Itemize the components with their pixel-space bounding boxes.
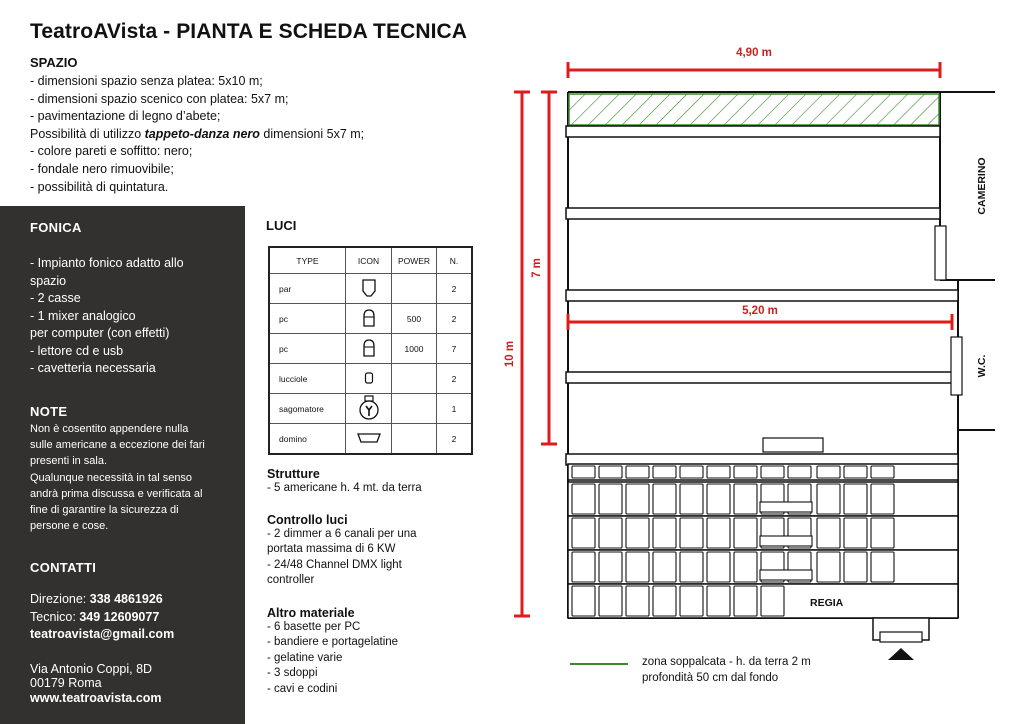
strutture-line: - 5 americane h. 4 mt. da terra xyxy=(267,482,422,494)
tappeto-emphasis: tappeto-danza nero xyxy=(144,126,260,141)
entrance-arrow-icon xyxy=(888,648,914,660)
note-line: Qualunque necessità in tal senso xyxy=(30,471,193,484)
altro-heading: Altro materiale xyxy=(267,606,355,620)
altro-line: - 3 sdoppi xyxy=(267,667,318,680)
note-line: presenti in sala. xyxy=(30,455,108,468)
fonica-item: - Impianto fonico adatto allo xyxy=(30,256,184,270)
americana-bar xyxy=(566,208,940,219)
note-heading: NOTE xyxy=(30,404,68,419)
spazio-line: - colore pareti e soffitto: nero; xyxy=(30,144,193,159)
camerino-door xyxy=(935,226,946,280)
tecnico-phone[interactable]: 349 12609077 xyxy=(79,609,160,624)
tecnico-label: Tecnico: xyxy=(30,609,80,624)
fonica-item: - 1 mixer analogico xyxy=(30,308,136,323)
seat xyxy=(572,552,595,582)
seat xyxy=(734,466,757,478)
seat xyxy=(844,552,867,582)
seat xyxy=(572,586,595,616)
legend-line-2: profondità 50 cm dal fondo xyxy=(642,671,779,684)
wc-label: W.C. xyxy=(976,354,988,378)
controllo-line: - 24/48 Channel DMX light xyxy=(267,558,402,571)
seat xyxy=(761,586,784,616)
luci-heading: LUCI xyxy=(266,218,297,233)
spazio-line: - dimensioni spazio senza platea: 5x10 m; xyxy=(30,74,263,88)
col-n: N. xyxy=(437,247,473,274)
width-label: 4,90 m xyxy=(736,47,772,59)
seat xyxy=(844,518,867,548)
americane xyxy=(566,126,958,465)
depth10-label: 10 m xyxy=(504,340,516,368)
fonica-item: - 2 casse xyxy=(30,291,81,305)
controllo-line: controller xyxy=(267,574,315,587)
seat xyxy=(734,552,757,582)
seat xyxy=(599,518,622,548)
contatti-heading: CONTATTI xyxy=(30,560,97,575)
aisle-step xyxy=(760,502,812,512)
direzione-phone[interactable]: 338 4861926 xyxy=(89,592,163,606)
seat xyxy=(871,466,894,478)
depth7-label: 7 m xyxy=(531,258,543,278)
seat xyxy=(788,466,811,478)
seat xyxy=(653,466,676,478)
note-line: andrà prima discussa e verificata al xyxy=(30,487,203,500)
inner-width-label: 5,20 m xyxy=(742,305,778,317)
soppalco-zone xyxy=(569,94,939,125)
tappeto-post: dimensioni 5x7 m; xyxy=(259,126,365,141)
strutture-heading: Strutture xyxy=(267,467,320,481)
seat xyxy=(680,518,703,548)
spazio-line: - pavimentazione di legno d’abete; xyxy=(30,109,221,124)
seat xyxy=(844,484,867,514)
note-line: persone e cose. xyxy=(30,520,109,533)
seat xyxy=(680,466,703,478)
spazio-line: - fondale nero rimuovibile; xyxy=(30,161,174,176)
aisle-step xyxy=(760,536,812,546)
address-line: 00179 Roma xyxy=(30,675,102,690)
wc-door xyxy=(951,337,962,395)
camerino-label: CAMERINO xyxy=(976,157,988,215)
direzione-label: Direzione: xyxy=(30,592,90,606)
cell-type: domino xyxy=(269,424,346,455)
website-link[interactable]: www.teatroavista.com xyxy=(30,690,162,705)
seat xyxy=(817,552,840,582)
seat xyxy=(871,518,894,548)
seat xyxy=(599,466,622,478)
cell-type: pc xyxy=(269,304,346,334)
cell-n: 2 xyxy=(437,274,473,304)
seat xyxy=(707,466,730,478)
col-icon: ICON xyxy=(346,247,392,274)
seat xyxy=(680,484,703,514)
col-type: TYPE xyxy=(269,247,346,274)
depth7-dimension xyxy=(541,92,557,444)
cell-type: lucciole xyxy=(269,364,346,394)
cell-type: sagomatore xyxy=(269,394,346,424)
spazio-line: - possibilità di quintatura. xyxy=(30,179,169,194)
note-line: fine di garantire la sicurezza di xyxy=(30,504,179,517)
cell-n: 2 xyxy=(437,304,473,334)
controllo-line: - 2 dimmer a 6 canali per una xyxy=(267,528,417,540)
seat xyxy=(680,586,703,616)
altro-line: - cavi e codini xyxy=(267,682,338,695)
seat xyxy=(707,484,730,514)
seat xyxy=(844,466,867,478)
cell-power: 1000 xyxy=(392,334,437,364)
seat xyxy=(680,552,703,582)
aisle-step xyxy=(760,570,812,580)
stage-step xyxy=(763,438,823,452)
seat xyxy=(599,552,622,582)
seating-area xyxy=(568,464,958,618)
address-line: Via Antonio Coppi, 8D xyxy=(30,661,153,676)
fonica-item: - lettore cd e usb xyxy=(30,343,124,358)
seat xyxy=(653,518,676,548)
cell-n: 2 xyxy=(437,364,473,394)
fonica-heading: FONICA xyxy=(30,220,82,235)
seat xyxy=(653,484,676,514)
seat xyxy=(572,518,595,548)
cell-type: pc xyxy=(269,334,346,364)
seat xyxy=(707,518,730,548)
spazio-line: - dimensioni spazio scenico con platea: 5x7 m; xyxy=(30,91,289,106)
note-line: Non è cosentito appendere nulla xyxy=(30,423,189,435)
seat xyxy=(707,552,730,582)
cell-power: 500 xyxy=(392,304,437,334)
note-line: sulle americane a eccezione dei fari xyxy=(30,439,205,452)
seat xyxy=(599,484,622,514)
regia-label: REGIA xyxy=(810,597,844,609)
legend xyxy=(642,655,811,686)
seat xyxy=(626,466,649,478)
width-dimension xyxy=(568,62,940,78)
americana-bar xyxy=(566,126,940,137)
depth10-dimension xyxy=(514,92,530,616)
seat xyxy=(734,518,757,548)
seat xyxy=(817,466,840,478)
cell-n: 7 xyxy=(437,334,473,364)
entrance xyxy=(873,618,929,660)
seat xyxy=(653,552,676,582)
seat xyxy=(734,586,757,616)
seat xyxy=(626,586,649,616)
tappeto-pre: Possibilità di utilizzo xyxy=(30,126,145,141)
seat xyxy=(599,586,622,616)
fonica-item: per computer (con effetti) xyxy=(30,326,170,340)
altro-line: - gelatine varie xyxy=(267,651,343,664)
altro-line: - 6 basette per PC xyxy=(267,621,361,633)
controllo-line: portata massima di 6 KW xyxy=(267,543,396,556)
altro-line: - bandiere e portagelatine xyxy=(267,636,399,649)
legend-line-1: zona soppalcata - h. da terra 2 m xyxy=(642,656,811,668)
seat xyxy=(734,484,757,514)
col-power: POWER xyxy=(392,247,437,274)
seat xyxy=(817,518,840,548)
seat xyxy=(572,484,595,514)
seat xyxy=(761,466,784,478)
seat xyxy=(572,466,595,478)
seat xyxy=(626,552,649,582)
page-title: TeatroAVista - PIANTA E SCHEDA TECNICA xyxy=(30,20,468,43)
seat xyxy=(653,586,676,616)
fonica-item: - cavetteria necessaria xyxy=(30,361,156,375)
seat xyxy=(707,586,730,616)
seat xyxy=(626,518,649,548)
cell-n: 1 xyxy=(437,394,473,424)
cell-n: 2 xyxy=(437,424,473,455)
spazio-heading: SPAZIO xyxy=(30,55,78,70)
controllo-heading: Controllo luci xyxy=(267,513,348,527)
americana-bar xyxy=(566,372,958,383)
seat xyxy=(871,552,894,582)
americana-bar xyxy=(566,290,958,301)
fonica-item: spazio xyxy=(30,273,67,288)
seat xyxy=(626,484,649,514)
email-link[interactable]: teatroavista@gmail.com xyxy=(30,627,175,641)
seat xyxy=(871,484,894,514)
seat xyxy=(817,484,840,514)
cell-type: par xyxy=(269,274,346,304)
